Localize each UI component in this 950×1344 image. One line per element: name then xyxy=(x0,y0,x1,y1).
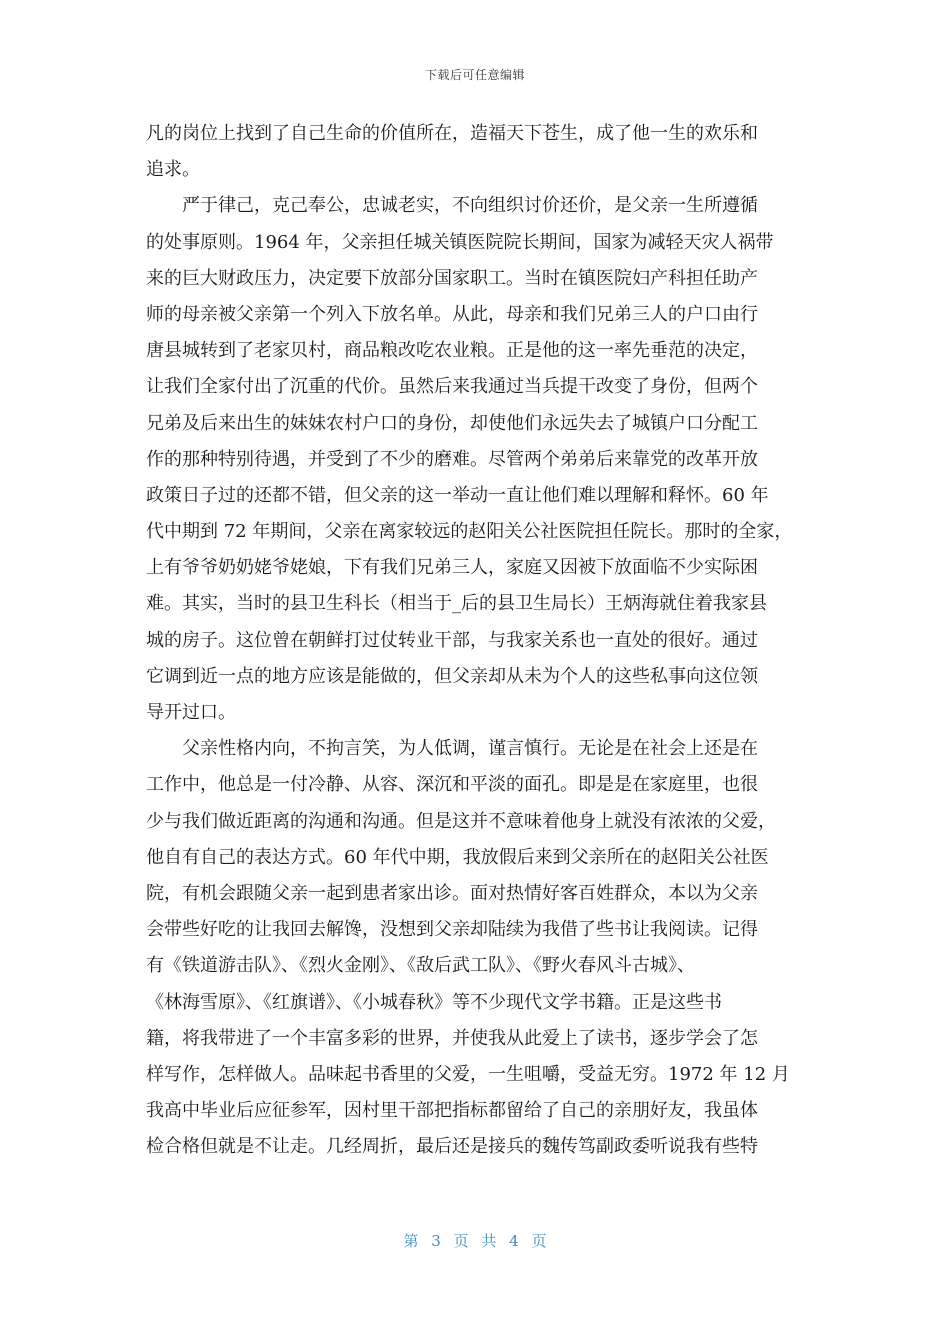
page-header-note: 下载后可任意编辑 xyxy=(424,68,525,82)
text-line: 工作中，他总是一付冷静、从容、深沉和平淡的面孔。即是是在家庭里，也很 xyxy=(146,774,758,796)
text-line: 《林海雪原》、《红旗谱》、《小城春秋》等不少现代文学书籍。正是这些书 xyxy=(146,991,722,1013)
text-line: 来的巨大财政压力，决定要下放部分国家职工。当时在镇医院妇产科担任助产 xyxy=(146,267,758,289)
text-line: 难。其实，当时的县卫生科长（相当于_后的县卫生局长）王炳海就住着我家县 xyxy=(146,593,767,615)
text-line: 导开过口。 xyxy=(146,702,236,723)
text-line: 兄弟及后来出生的妹妹农村户口的身份，却使他们永远失去了城镇户口分配工 xyxy=(146,412,758,434)
text-line: 我高中毕业后应征参军，因村里干部把指标都留给了自己的亲朋好友，我虽体 xyxy=(146,1100,758,1122)
text-line: 样写作，怎样做人。品味起书香里的父爱，一生咀嚼，受益无穷。1972 年 12 月 xyxy=(146,1063,790,1085)
text-line: 师的母亲被父亲第一个列入下放名单。从此，母亲和我们兄弟三人的户口由行 xyxy=(146,303,758,325)
text-line: 作的那种特别待遇，并受到了不少的磨难。尽管两个弟弟后来靠党的改革开放 xyxy=(146,448,758,470)
text-line: 检合格但就是不让走。几经周折，最后还是接兵的魏传笃副政委听说我有些特 xyxy=(146,1136,758,1158)
document-body xyxy=(146,116,806,1165)
text-line: 父亲性格内向，不拘言笑，为人低调，谨言慎行。无论是在社会上还是在 xyxy=(182,738,758,760)
text-line: 城的房子。这位曾在朝鲜打过仗转业干部，与我家关系也一直处的很好。通过 xyxy=(146,629,758,651)
text-line: 籍，将我带进了一个丰富多彩的世界，并使我从此爱上了读书，逐步学会了怎 xyxy=(146,1027,758,1049)
text-line: 的处事原则。1964 年，父亲担任城关镇医院院长期间，国家为减轻天灾人祸带 xyxy=(146,231,774,253)
text-line: 他自有自己的表达方式。60 年代中期，我放假后来到父亲所在的赵阳关公社医 xyxy=(146,846,769,868)
text-line: 追求。 xyxy=(146,159,200,181)
text-line: 院，有机会跟随父亲一起到患者家出诊。面对热情好客百姓群众，本以为父亲 xyxy=(146,882,758,904)
text-line: 严于律己，克己奉公，忠诚老实，不向组织讨价还价，是父亲一生所遵循 xyxy=(182,195,758,217)
text-line: 会带些好吃的让我回去解馋，没想到父亲却陆续为我借了些书让我阅读。记得 xyxy=(146,919,758,941)
text-line: 政策日子过的还都不错，但父亲的这一举动一直让他们难以理解和释怀。60 年 xyxy=(146,484,769,506)
text-line: 唐县城转到了老家贝村，商品粮改吃农业粮。正是他的这一率先垂范的决定， xyxy=(146,340,758,362)
page-number-footer: 第 3 页 共 4 页 xyxy=(403,1232,547,1250)
text-line: 让我们全家付出了沉重的代价。虽然后来我通过当兵提干改变了身份，但两个 xyxy=(146,376,758,398)
text-line: 代中期到 72 年期间，父亲在离家较远的赵阳关公社医院担任院长。那时的全家， xyxy=(146,521,793,543)
text-line: 上有爷爷奶奶姥爷姥娘，下有我们兄弟三人，家庭又因被下放面临不少实际困 xyxy=(146,557,758,579)
text-line: 少与我们做近距离的沟通和沟通。但是这并不意味着他身上就没有浓浓的父爱， xyxy=(146,810,776,832)
text-line: 凡的岗位上找到了自己生命的价值所在，造福天下苍生，成了他一生的欢乐和 xyxy=(146,123,758,144)
text-line: 它调到近一点的地方应该是能做的，但父亲却从未为个人的这些私事向这位领 xyxy=(146,665,758,687)
text-line: 有《铁道游击队》、《烈火金刚》、《敌后武工队》、《野火春风斗古城》、 xyxy=(146,955,695,977)
